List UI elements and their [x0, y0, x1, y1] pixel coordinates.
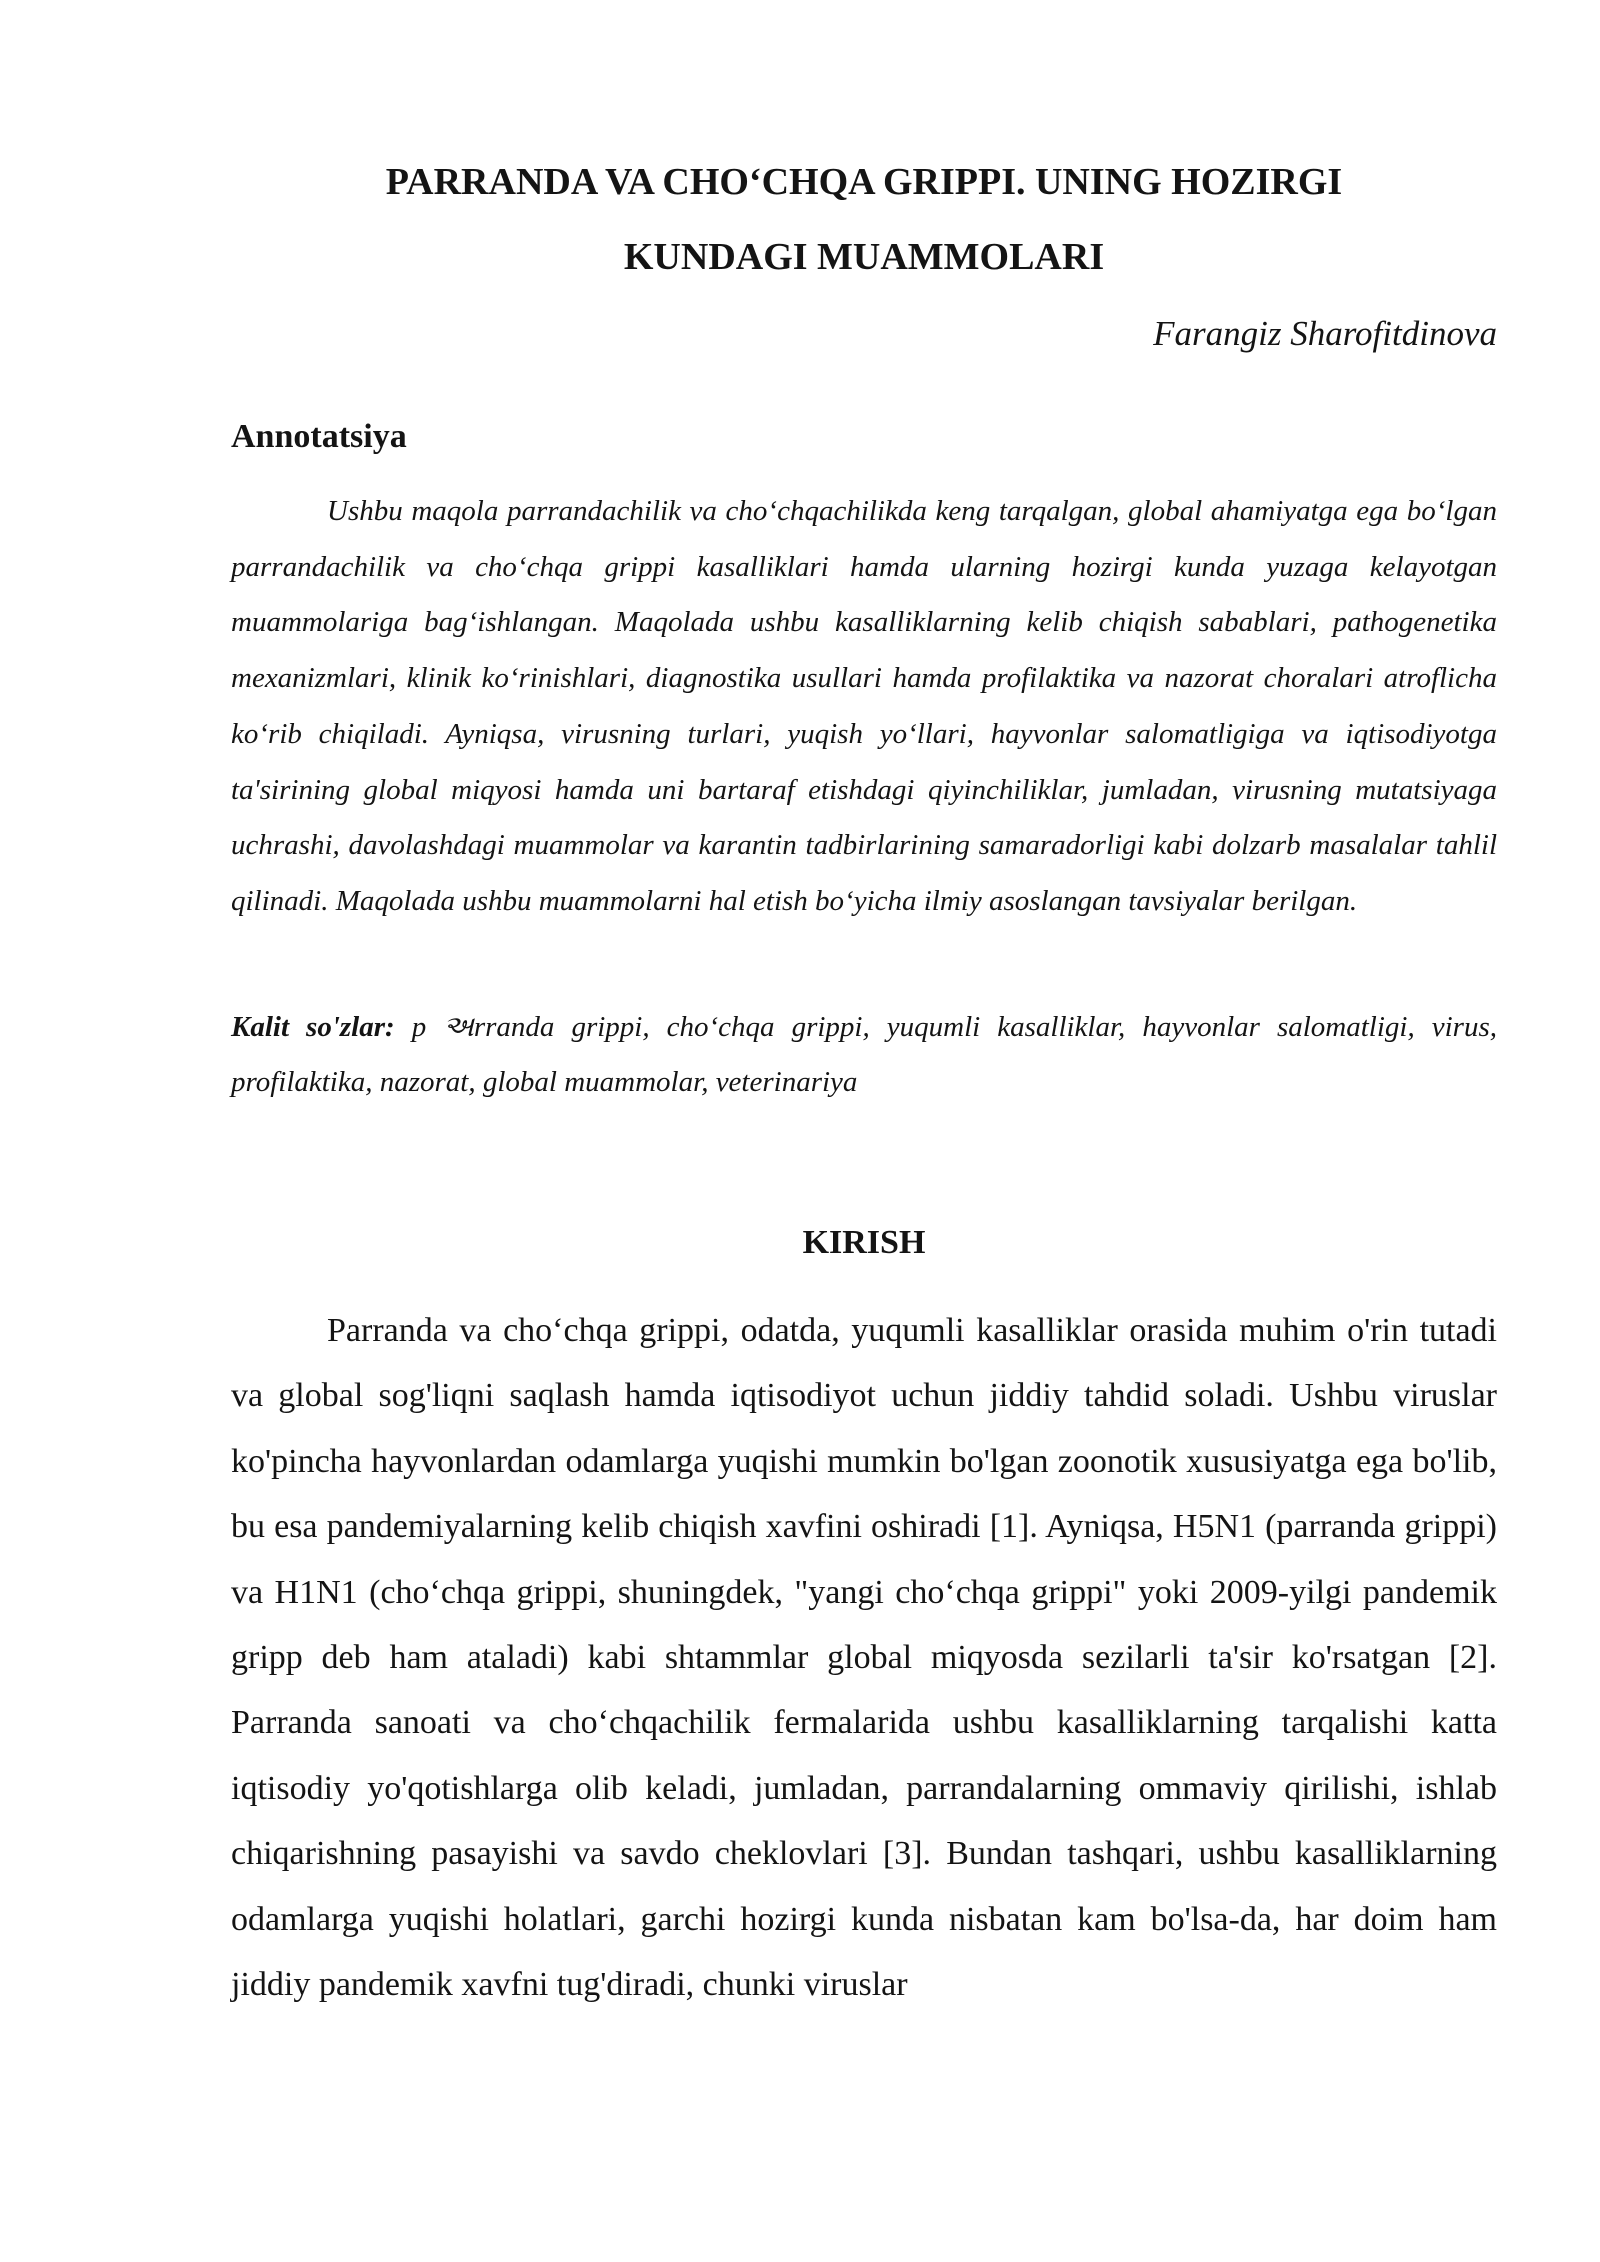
- annotation-text: Ushbu maqola parrandachilik va cho‘chqachilikda keng tarqalgan, global ahamiyatga ega bo‘lgan parrandachilik va cho‘chqa grippi kasalliklari hamda ularning hozirgi kunda yuzaga kelayotgan muammolariga bag‘ishlangan. Maqolada ushbu kasalliklarning kelib chiqish sabablari, pathogenetika mexanizmlari, klinik ko‘rinishlari, diagnostika usullari hamda profilaktika va nazorat choralari atroflicha ko‘rib chiqiladi. Ayniqsa, virusning turlari, yuqish yo‘llari, hayvonlar salomatligiga va iqtisodiyotga ta'sirining global miqyosi hamda uni bartaraf etishdagi qiyinchiliklar, jumladan, virusning mutatsiyaga uchrashi, davolashdagi muammolar va karantin tadbirlarining samaradorligi kabi dolzarb masalalar tahlil qilinadi. Maqolada ushbu muammolarni hal etish bo‘yicha ilmiy asoslangan tavsiyalar berilgan.: [231, 495, 1497, 917]
- keywords-text: p અrranda grippi, cho‘chqa grippi, yuqumli kasalliklar, hayvonlar salomatligi, virus, profilaktika, nazorat, global muammolar, veterinariya: [231, 1011, 1498, 1098]
- keywords-paragraph: [231, 1000, 1497, 1110]
- paper-title-line-1: PARRANDA VA CHO‘CHQA GRIPPI. UNING HOZIRGI: [385, 161, 1343, 203]
- keywords-label: Kalit so'zlar:: [231, 1011, 395, 1043]
- introduction-paragraph: Parranda va cho‘chqa grippi, odatda, yuqumli kasalliklar orasida muhim o'rin tutadi va global sog'liqni saqlash hamda iqtisodiyot uchun jiddiy tahdid soladi. Ushbu viruslar ko'pincha hayvonlardan odamlarga yuqishi mumkin bo'lgan zoonotik xususiyatga ega bo'lib, bu esa pandemiyalarning kelib chiqish xavfini oshiradi [1]. Ayniqsa, H5N1 (parranda grippi) va H1N1 (cho‘chqa grippi, shuningdek, "yangi cho‘chqa grippi" yoki 2009-yilgi pandemik gripp deb ham ataladi) kabi shtammlar global miqyosda sezilarli ta'sir ko'rsatgan [2]. Parranda sanoati va cho‘chqachilik fermalarida ushbu kasalliklarning tarqalishi katta iqtisodiy yo'qotishlarga olib keladi, jumladan, parrandalarning ommaviy qirilishi, ishlab chiqarishning pasayishi va savdo cheklovlari [3]. Bundan tashqari, ushbu kasalliklarning odamlarga yuqishi holatlari, garchi hozirgi kunda nisbatan kam bo'lsa-da, har doim ham jiddiy pandemik xavfni tug'diradi, chunki viruslar: [231, 1312, 1497, 2004]
- paper-title: [231, 145, 1497, 295]
- annotation-heading: Annotatsiya: [231, 418, 407, 455]
- paper-title-line-2: KUNDAGI MUAMMOLARI: [623, 236, 1105, 278]
- introduction-heading: KIRISH: [802, 1224, 926, 1261]
- author-name: Farangiz Sharofitdinova: [1153, 314, 1497, 353]
